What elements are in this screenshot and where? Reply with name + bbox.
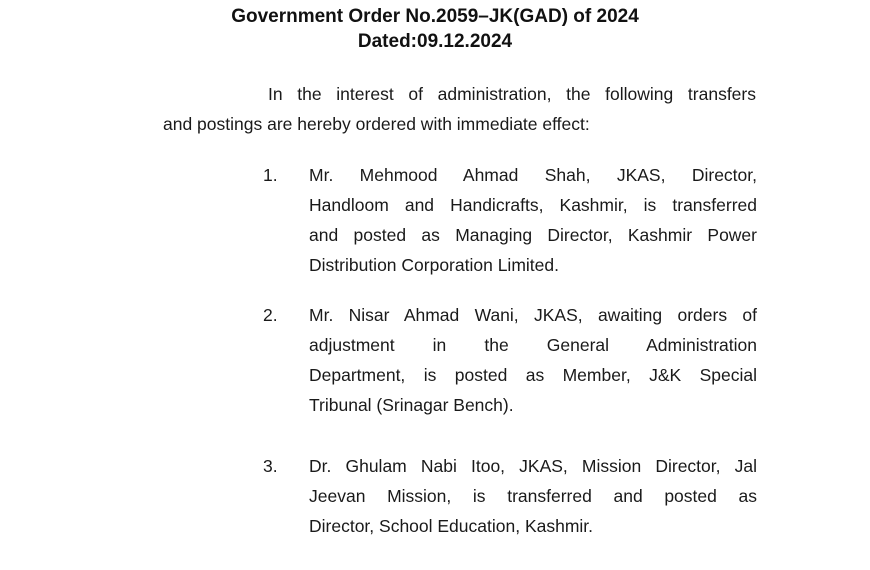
item-line: Mr. Nisar Ahmad Wani, JKAS, awaiting orders of <box>309 305 757 325</box>
item-line: Department, is posted as Member, J&K Special <box>309 365 757 385</box>
intro-paragraph <box>163 79 756 109</box>
intro-line: In the interest of administration, the following transfers <box>268 84 756 104</box>
item-text <box>309 300 757 420</box>
intro-line: and postings are hereby ordered with immediate effect: <box>163 114 590 134</box>
item-line: Mr. Mehmood Ahmad Shah, JKAS, Director, <box>309 165 757 185</box>
item-line: Distribution Corporation Limited. <box>309 255 559 275</box>
item-number: 2. <box>263 305 278 325</box>
item-line: Director, School Education, Kashmir. <box>309 516 594 536</box>
intro-paragraph-continued <box>163 109 756 139</box>
order-date: Dated:09.12.2024 <box>357 31 513 52</box>
item-text <box>309 160 757 280</box>
item-line: and posted as Managing Director, Kashmir Power <box>309 225 757 245</box>
item-number: 1. <box>263 165 278 185</box>
item-text <box>309 451 757 541</box>
item-line: Tribunal (Srinagar Bench). <box>309 395 514 415</box>
item-line: Handloom and Handicrafts, Kashmir, is transferred <box>309 195 757 215</box>
item-number: 3. <box>263 456 278 476</box>
item-line: adjustment in the General Administration <box>309 335 757 355</box>
item-line: Jeevan Mission, is transferred and posted as <box>309 486 757 506</box>
order-title: Government Order No.2059–JK(GAD) of 2024 <box>231 6 639 27</box>
item-line: Dr. Ghulam Nabi Itoo, JKAS, Mission Director, Jal <box>309 456 757 476</box>
